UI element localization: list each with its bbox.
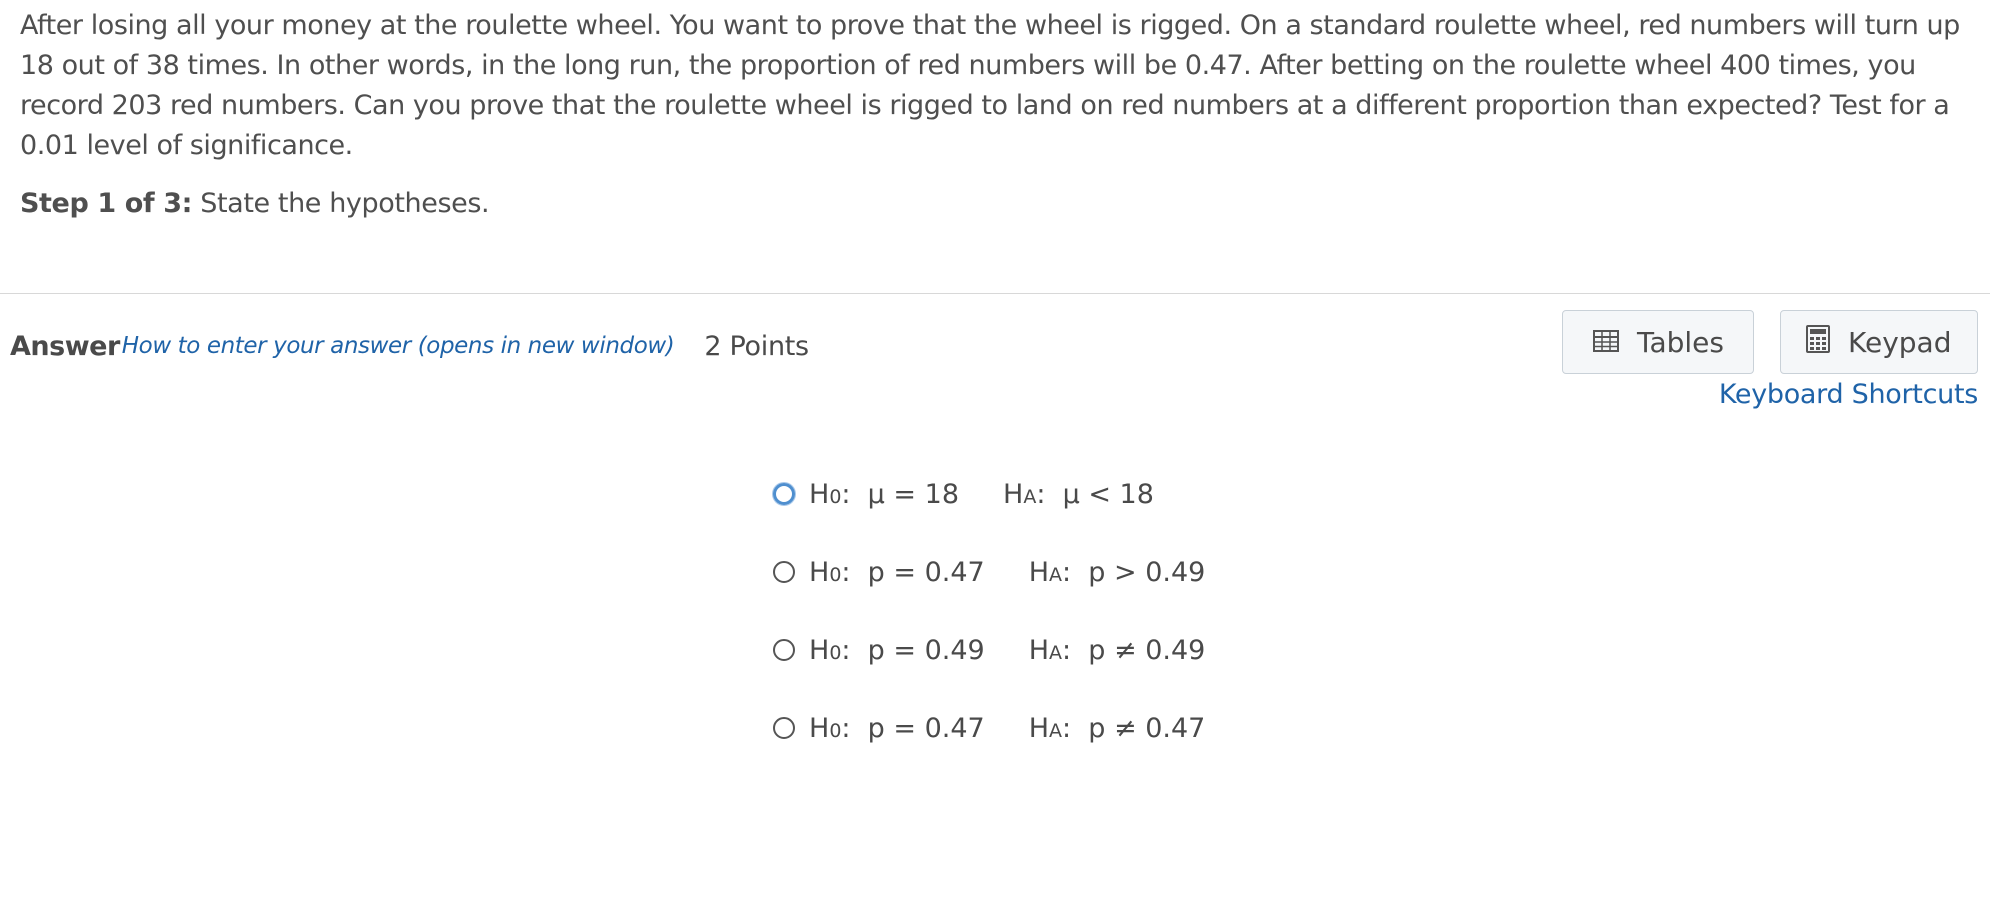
h0-expression: p = 0.47 [867,556,985,588]
hyp-colon: : [841,556,868,588]
hyp-colon: : [841,634,868,666]
ha-symbol: H [1028,556,1050,588]
section-divider [0,293,1990,294]
how-to-enter-answer-link[interactable]: How to enter your answer (opens in new window) [121,333,675,359]
points-value: 2 Points [704,330,809,362]
h0-symbol: H [809,634,830,666]
null-hypothesis: H 0 : p = 0.47 [809,556,985,588]
null-hypothesis: H 0 : p = 0.47 [809,712,985,744]
h0-symbol: H [809,712,830,744]
answer-header [10,326,809,366]
ha-expression: p ≠ 0.47 [1088,712,1206,744]
alternative-hypothesis: H A : p ≠ 0.49 [1028,634,1206,666]
step-text: State the hypotheses. [200,188,490,219]
radio-button[interactable] [773,639,795,661]
tables-button[interactable] [1562,310,1754,374]
hyp-colon: : [841,712,868,744]
null-hypothesis: H 0 : μ = 18 [809,478,959,510]
h0-symbol: H [809,556,830,588]
h0-expression: μ = 18 [867,478,959,510]
radio-button[interactable] [773,561,795,583]
h0-expression: p = 0.49 [867,634,985,666]
ha-expression: p ≠ 0.49 [1088,634,1206,666]
keypad-button-label: Keypad [1848,325,1952,359]
hyp-colon: : [1062,712,1089,744]
tables-button-label: Tables [1637,325,1724,359]
hyp-colon: : [1036,478,1063,510]
alternative-hypothesis: H A : μ < 18 [1003,478,1154,510]
radio-button[interactable] [773,717,795,739]
answer-option[interactable] [773,474,1154,514]
ha-expression: μ < 18 [1062,478,1154,510]
answer-option[interactable] [773,630,1205,670]
hyp-colon: : [841,478,868,510]
step-instruction [20,184,489,224]
calculator-icon [1806,325,1848,360]
ha-expression: p > 0.49 [1088,556,1206,588]
h0-expression: p = 0.47 [867,712,985,744]
table-grid-icon [1593,326,1637,359]
hyp-colon: : [1062,556,1089,588]
answer-label: Answer [10,330,120,362]
alternative-hypothesis: H A : p > 0.49 [1028,556,1206,588]
question-text: After losing all your money at the roulette wheel. You want to prove that the wheel is rigged. On a standard roulette wheel, red numbers will turn up 18 out of 38 times. In other words, in the long run, the proportion of red numbers will be 0.47. After betting on the roulette wheel 400 times, you record 203 red numbers. Can you prove that the roulette wheel is rigged to land on red numbers at a different proportion than expected? Test for a 0.01 level of significance. [20,10,1960,161]
ha-symbol: H [1003,478,1024,510]
alternative-hypothesis: H A : p ≠ 0.47 [1028,712,1206,744]
keypad-button[interactable] [1780,310,1978,374]
ha-symbol: H [1028,712,1050,744]
step-label: Step 1 of 3: [20,188,193,219]
answer-option[interactable] [773,708,1205,748]
ha-symbol: H [1028,634,1050,666]
keyboard-shortcuts-link[interactable]: Keyboard Shortcuts [1718,379,1978,410]
answer-option[interactable] [773,552,1205,592]
h0-symbol: H [809,478,830,510]
hyp-colon: : [1062,634,1089,666]
radio-button[interactable] [773,483,795,505]
null-hypothesis: H 0 : p = 0.49 [809,634,985,666]
